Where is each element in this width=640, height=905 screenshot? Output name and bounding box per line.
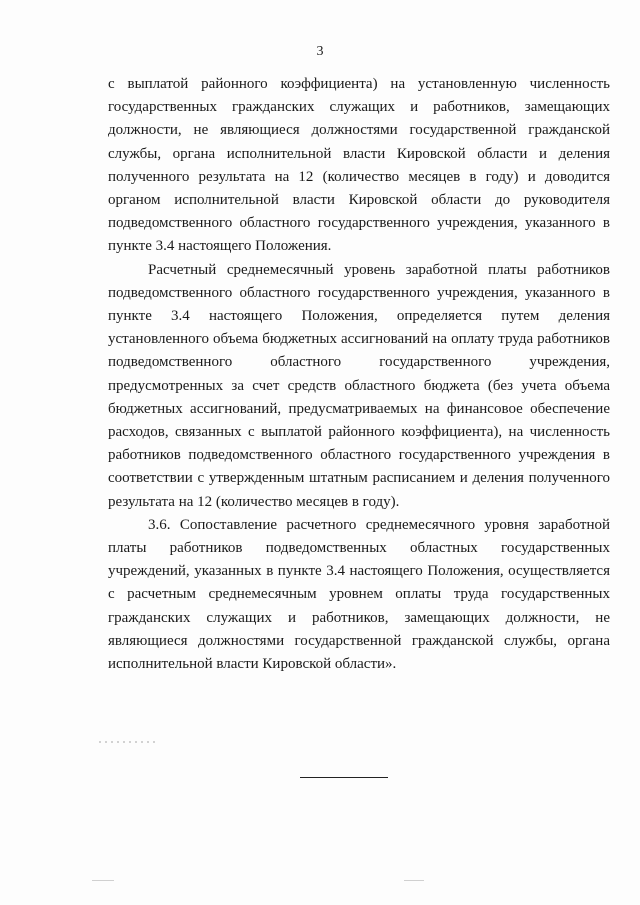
document-body [108, 73, 610, 676]
paragraph-salary-calculation: Расчетный среднемесячный уровень заработной платы работников подведомственного областного государственного учреждения, указанного в пункте 3.4 настоящего Положения, определяется путем деления установленного объема бюджетных ассигнований на оплату труда работников подведомственного областного государственного учреждения, предусмотренных за счет средств областного бюджета (без учета объема бюджетных ассигнований, предусматриваемых на финансовое обеспечение расходов, связанных с выплатой районного коэффициента), на численность работников подведомственного областного государственного учреждения в соответствии с утвержденным штатным расписанием и деления полученного результата на 12 (количество месяцев в году). [108, 261, 610, 510]
page-number: 3 [316, 44, 324, 59]
paragraph-clause-3-6: 3.6. Сопоставление расчетного среднемесячного уровня заработной платы работников подведомственных областных государственных учреждений, указанных в пункте 3.4 настоящего Положения, осуществляется с расчетным среднемесячным уровнем оплаты труда государственных гражданских служащих и работников, замещающих должности, не являющиеся должностями государственной гражданской службы, органа исполнительной власти Кировской области». [108, 516, 610, 673]
scan-artifact [97, 741, 157, 743]
scan-artifact [404, 880, 424, 881]
end-of-document-rule [300, 777, 388, 778]
paragraph-continuation: с выплатой районного коэффициента) на установленную численность государственных гражданских служащих и работников, замещающих должности, не являющиеся должностями государственной гражданской службы, органа исполнительной власти Кировской области и деления полученного результата на 12 (количество месяцев в году) и доводится органом исполнительной власти Кировской области до руководителя подведомственного областного государственного учреждения, указанного в пункте 3.4 настоящего Положения. [108, 76, 610, 255]
scan-artifact [92, 880, 114, 881]
